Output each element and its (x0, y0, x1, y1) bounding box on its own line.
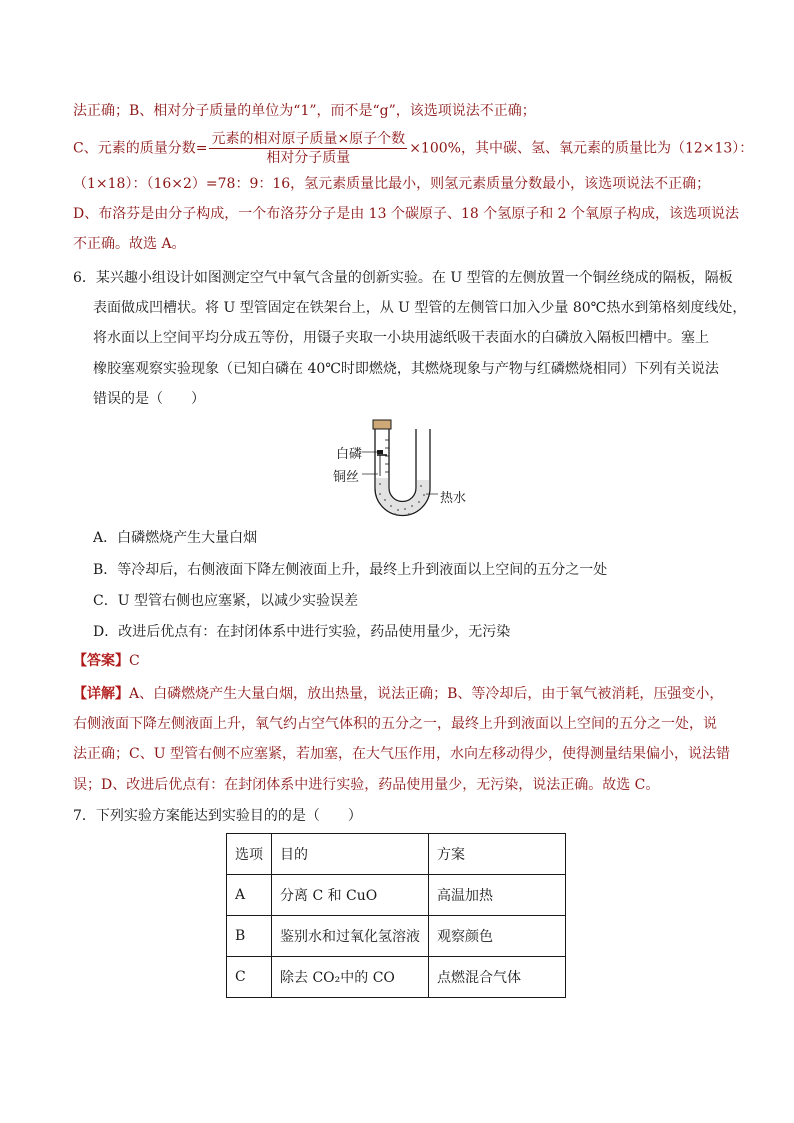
answer-tag: 【答案】 (73, 653, 129, 669)
table-cell: 鉴别水和过氧化氢溶液 (272, 916, 429, 957)
table-row (227, 875, 566, 916)
label-hot-water: 热水 (440, 491, 467, 506)
table-header-row (227, 834, 566, 875)
answer-value: C (129, 653, 140, 669)
q5-line-3: （1×18）：（16×2）=78：9：16，氢元素质量比最小，则氢元素质量分数最小，该选项说法不正确； (73, 176, 711, 192)
table-cell: A (227, 875, 272, 916)
table-cell: B (227, 916, 272, 957)
q5-formula-suffix: ×100%，其中碳、氢、氧元素的质量比为（12×13）： (409, 140, 754, 157)
table-cell: 点燃混合气体 (429, 957, 566, 998)
answer-line (73, 651, 140, 671)
table-cell: 高温加热 (429, 875, 566, 916)
q5-formula-prefix: C、元素的质量分数= (73, 140, 208, 157)
detail-line: 法正确；C、U 型管右侧不应塞紧，若加塞，在大气压作用，水向左移动得少，使得测量结果偏小，说法错 (73, 746, 730, 762)
detail-tag: 【详解】 (73, 686, 129, 702)
label-copper-wire: 铜丝 (333, 470, 360, 485)
table-cell: C (227, 957, 272, 998)
option-c: C．U 型管右侧也应塞紧，以减少实验误差 (93, 593, 358, 609)
table-header-cell: 目的 (272, 834, 429, 875)
q5-line-1: 法正确；B、相对分子质量的单位为“1”，而不是“g”，该选项说法不正确； (73, 103, 536, 119)
detail-line: 右侧液面下降左侧液面上升，氧气约占空气体积的五分之一，最终上升到液面以上空间的五分之一处，说 (73, 716, 717, 732)
option-b: B．等冷却后，右侧液面下降左侧液面上升，最终上升到液面以上空间的五分之一处 (93, 562, 608, 578)
q5-line-2 (73, 130, 753, 167)
table-cell: 观察颜色 (429, 916, 566, 957)
q7-stem: 7．下列实验方案能达到实验目的的是（ ） (73, 808, 362, 824)
q5-line-4: D、布洛芬是由分子构成，一个布洛芬分子是由 13 个碳原子、18 个氢原子和 2 个氧原子构成，该选项说法 (73, 206, 740, 222)
mass-fraction-formula (209, 130, 407, 167)
u-tube-diagram (360, 418, 470, 528)
detail-text: A、白磷燃烧产生大量白烟，放出热量，说法正确；B、等冷却后，由于氧气被消耗，压强变小， (129, 686, 724, 702)
formula-denominator: 相对分子质量 (266, 150, 351, 166)
label-white-phosphorus: 白磷 (336, 447, 363, 462)
detail-line: 误；D、改进后优点有：在封闭体系中进行实验，药品使用量少，无污染，说法正确。故选 C。 (73, 777, 660, 793)
q6-stem-line: 错误的是（ ） (93, 391, 205, 407)
white-phosphorus (377, 450, 383, 454)
detail-line (73, 684, 723, 704)
table-row (227, 916, 566, 957)
option-a: A．白磷燃烧产生大量白烟 (93, 530, 258, 546)
q5-line-5: 不正确。故选 A。 (73, 236, 186, 252)
table-cell: 分离 C 和 CuO (272, 875, 429, 916)
q7-options-table (226, 833, 566, 998)
table-cell: 除去 CO₂中的 CO (272, 957, 429, 998)
q6-stem-line: 将水面以上空间平均分成五等份，用镊子夹取一小块用滤纸吸干表面水的白磷放入隔板凹槽中。塞上 (93, 330, 709, 346)
rubber-stopper (373, 420, 391, 429)
q6-stem-line: 6．某兴趣小组设计如图测定空气中氧气含量的创新实验。在 U 型管的左侧放置一个铜丝绕成的隔板，隔板 (73, 270, 733, 286)
q6-stem-line: 表面做成凹槽状。将 U 型管固定在铁架台上，从 U 型管的左侧管口加入少量 80℃热水到第格刻度线处， (93, 300, 747, 316)
table-header-cell: 选项 (227, 834, 272, 875)
formula-numerator: 元素的相对原子质量×原子个数 (211, 131, 406, 147)
table-row (227, 957, 566, 998)
q6-stem-line: 橡胶塞观察实验现象（已知白磷在 40℃时即燃烧，其燃烧现象与产物与红磷燃烧相同）下列有关说法 (93, 361, 719, 377)
table-header-cell: 方案 (429, 834, 566, 875)
option-d: D．改进后优点有：在封闭体系中进行实验，药品使用量少，无污染 (93, 624, 511, 640)
